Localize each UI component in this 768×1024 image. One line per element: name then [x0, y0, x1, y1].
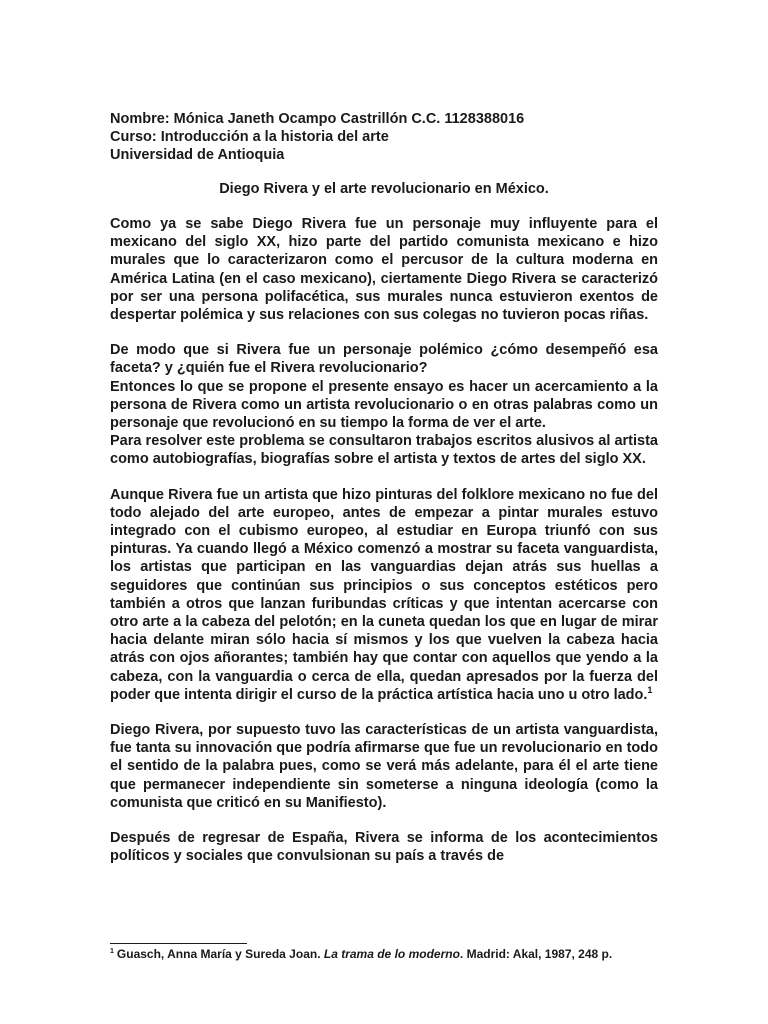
essay-title: Diego Rivera y el arte revolucionario en México. [219, 181, 549, 197]
document-page [110, 110, 658, 866]
paragraph-purpose: Entonces lo que se propone el presente ensayo es hacer un acercamiento a la persona de Rivera como un artista revolucionario o en otras palabras como un personaje que revolucionó en su tiempo la forma de ver el arte. [110, 378, 658, 432]
paragraph-vanguard-text: Aunque Rivera fue un artista que hizo pinturas del folklore mexicano no fue del todo alejado del arte europeo, antes de empezar a pintar murales estuvo integrado con el cubismo europeo, al estudiar en Europa triunfó con sus pinturas. Ya cuando llegó a México comenzó a mostrar su faceta vanguardista, los artistas que participan en las vanguardias dejan atrás sus huellas a seguidores que continúan sus principios o sus conceptos estéticos pero también a otros que lanzan furibundas críticas y que intentan acercarse con otro arte a la cabeza del pelotón; en la cuneta quedan los que en lugar de mirar hacia delante miran sólo hacia sí mismos y los que vuelven la cabeza hacia atrás con ojos añorantes; también hay que contar con aquellos que yendo a la cabeza, con la vanguardia o cerca de ella, quedan apresados por la fuerza del poder que intenta dirigir el curso de la práctica artística hacia uno u otro lado. [110, 486, 658, 703]
footnote-publication: . Madrid: Akal, 1987, 248 p. [459, 947, 613, 961]
footnote [110, 947, 670, 962]
paragraph-vanguard [110, 486, 658, 704]
university-line: Universidad de Antioquia [110, 147, 285, 163]
footnote-authors: Guasch, Anna María y Sureda Joan. [116, 947, 321, 961]
paragraph-revolutionary: Diego Rivera, por supuesto tuvo las características de un artista vanguardista, fue tanta su innovación que podría afirmarse que fue un revolucionario en todo el sentido de la palabra pues, como se verá más adelante, para él el arte tiene que permanecer independiente sin someterse a ninguna ideología (como la comunista que criticó en su Manifiesto). [110, 722, 658, 811]
footnote-marker: 1 [110, 948, 114, 955]
paragraph-return-spain: Después de regresar de España, Rivera se informa de los acontecimientos políticos y sociales que convulsionan su país a través de [110, 830, 658, 865]
footnote-book-title: La trama de lo moderno [323, 947, 460, 961]
paragraph-intro: Como ya se sabe Diego Rivera fue un personaje muy influyente para el mexicano del siglo XX, hizo parte del partido comunista mexicano e hizo murales que lo caracterizaron como el percusor de la cultura moderna en América Latina (en el caso mexicano), ciertamente Diego Rivera se caracterizó por ser una persona polifacética, sus murales nunca estuvieron exentos de despertar polémica y sus relaciones con sus colegas no tuvieron pocas riñas. [110, 216, 658, 324]
paragraph-question: De modo que si Rivera fue un personaje polémico ¿cómo desempeñó esa faceta? y ¿quién fue el Rivera revolucionario? [110, 342, 658, 377]
author-name-line: Nombre: Mónica Janeth Ocampo Castrillón C.C. 1128388016 [110, 111, 525, 127]
footnote-reference: 1 [647, 685, 653, 696]
paragraph-method: Para resolver este problema se consultaron trabajos escritos alusivos al artista como autobiografías, biografías sobre el artista y textos de artes del siglo XX. [110, 433, 658, 468]
footnote-divider [110, 943, 247, 944]
course-line: Curso: Introducción a la historia del arte [110, 129, 389, 145]
